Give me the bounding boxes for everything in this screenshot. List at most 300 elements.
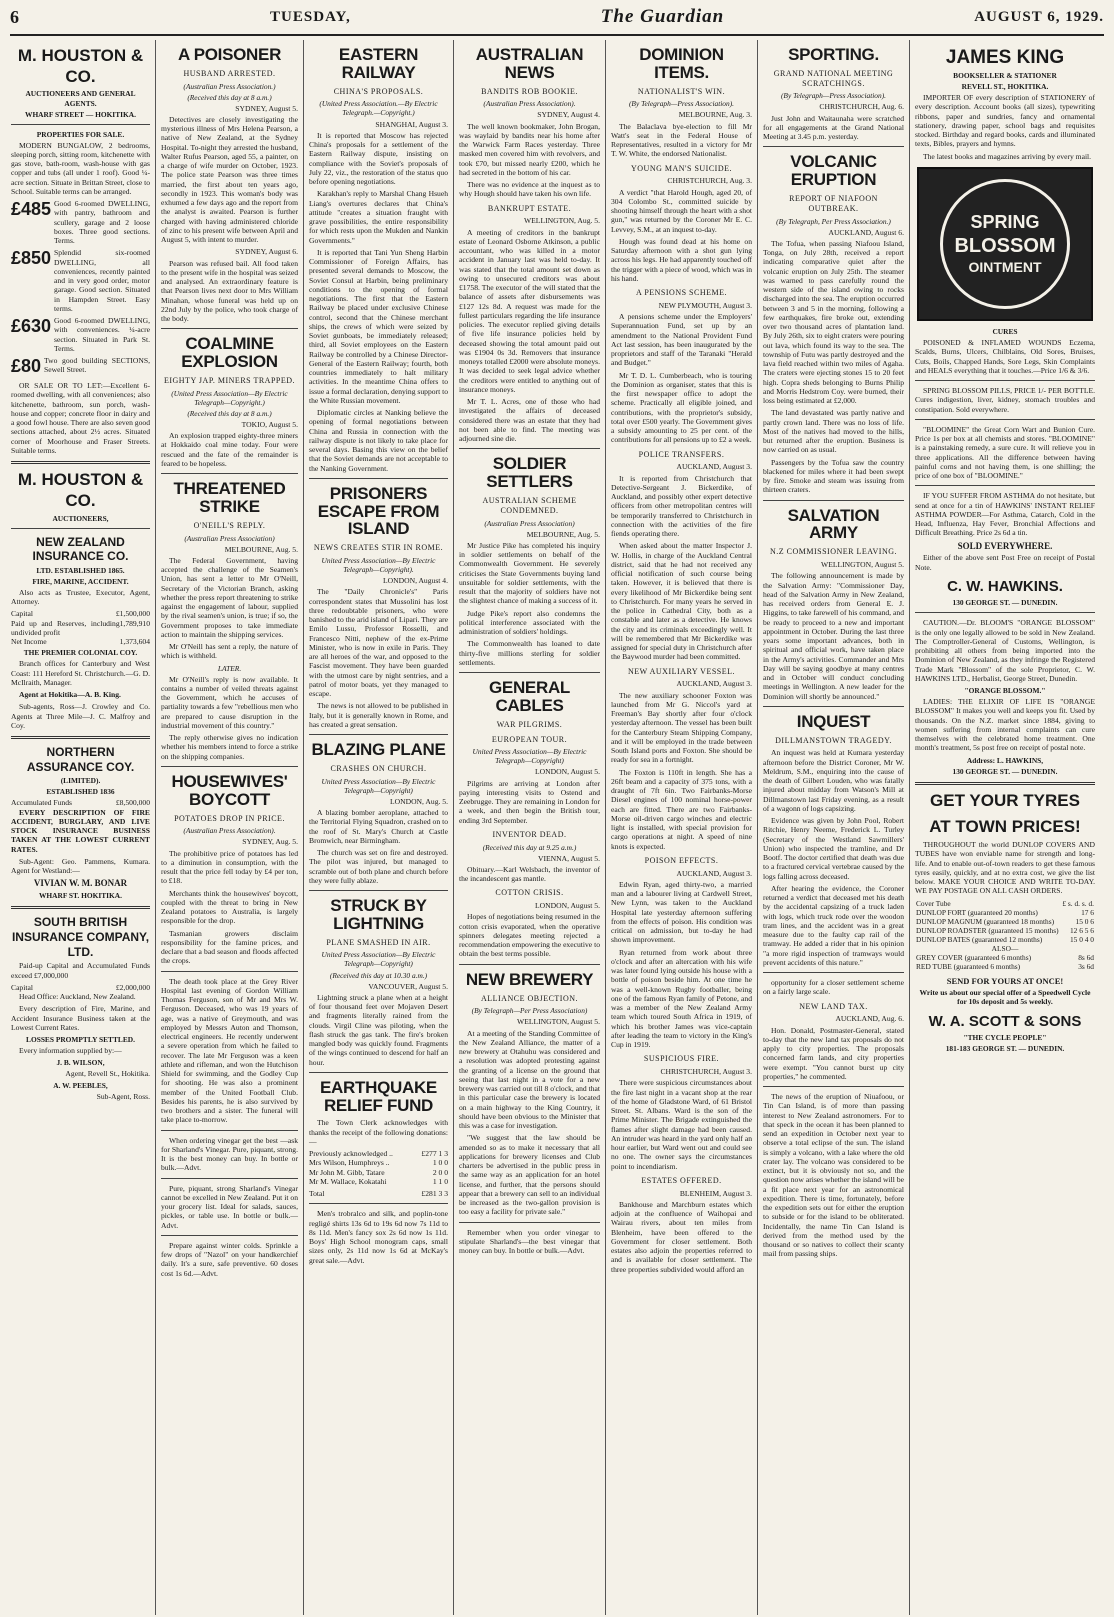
- credit: (By Telegraph—Press Association).: [628, 99, 735, 109]
- credit: United Press Association—By Electric Telegraph—Copyright): [321, 950, 436, 969]
- tyre-name: RED TUBE (guaranteed 6 months): [916, 961, 1021, 971]
- subhead: PLANE SMASHED IN AIR.: [326, 937, 431, 947]
- masthead: [10, 0, 1104, 36]
- james-king-address: REVELL ST., HOKITIKA.: [961, 82, 1049, 92]
- article-text: Bankhouse and Marchburn estates which adjoin at the confluence of Waihopai and Wairau rivers, about ten miles from Blenheim, have been offered to the Government for closer settlement. Both estates also adjoin the properties referred to and is available for closer settlement. The three properties subdivided would afford an: [611, 1199, 752, 1274]
- headline-australian-news: AUSTRALIAN NEWS: [475, 45, 584, 82]
- article-text: Pilgrims are arriving at London after paying interesting visits to Ostend and Zeebrugge. They are remaining in London for a week, and then begin the British tour, ending 3rd September.: [459, 778, 600, 825]
- headline-new-brewery: NEW BREWERY: [465, 969, 594, 989]
- nz-insurance-also: Also acts as Trustee, Executor, Agent, Attorney.: [11, 587, 150, 607]
- article-text: "We suggest that the law should be amended so as to make it necessary that all applications for brewery licenses and Club charters be advertised in the public press in the same way as an application for an hotel license, and further, that the persons should appear that a brewery can sell to an individual be increased as the two-gallon provision is too easy a facility for private sale.": [459, 1133, 600, 1217]
- scott-sub: "THE CYCLE PEOPLE": [963, 1033, 1047, 1043]
- pills-text: SPRING BLOSSOM PILLS, PRICE 1/- PER BOTTLE. Cures indigestion, liver, kidney, stomach troubles and constipation. Sold everywhere.: [915, 386, 1095, 414]
- advert-text: Prepare against winter colds. Sprinkle a few drops of "Nazol" on your handkerchief daily. It's a sure, safe preventive. 60 doses cost 1s 6d.—Advt.: [161, 1240, 298, 1278]
- also-label: ALSO—: [991, 943, 1019, 953]
- donor: Previously acknowledged ..: [309, 1149, 393, 1159]
- subhead: BANDITS ROB BOOKIE.: [481, 86, 578, 96]
- article-text: The "Daily Chronicle's" Paris correspondent states that Mussolini has lost three redoubtable prisoners, who were banished to the arid island of Lipari. They are Emilo Lussu, Professor Rosselli, and Francesco Nitti, nephew of the ex-Prime Minister, who is now in exile in Paris. They are all heroes of the war, and opposed to the Fascist movement. They have been guarded with the utmost care by night sentries, and a patrol of motor boats, yet they managed to escape.: [309, 587, 448, 699]
- income-row: [11, 637, 150, 646]
- property-bungalow: MODERN BUNGALOW, 2 bedrooms, sleeping porch, sitting room, kitchenette with gas stove, bath-room, wash-house with gas copper and tubs (all under 1 roof). Good ¼-acre section. Situate in Brittan Street, close to School. Suitable terms can be arranged.: [11, 140, 150, 196]
- column-advertisements-right: [910, 40, 1100, 1615]
- article-text: The Federal Government, having accepted the challenge of the Seamen's Union, has sent a letter to Mr O'Neill, Secretary of the Victorian Branch, asking whether the press report threatening to strike against the engagement of labour, supplied by the rival seamen's union, is true; if so, the Government proposes to take immediate action to maintain the shipping services.: [161, 555, 298, 639]
- subhead: NEW LAND TAX.: [799, 1001, 868, 1011]
- accumulated-label: Accumulated Funds: [11, 798, 72, 808]
- table-row: [915, 908, 1095, 917]
- article-text: Hon. Donald, Postmaster-General, stated to-day that the new land tax proposals do not apply to city properties. The proposals concerned farm lands, and city properties were exempt. "You cannot burst up city properties," he commented.: [763, 1025, 904, 1081]
- dateline: LONDON, August 4.: [383, 576, 448, 586]
- dateline: WELLINGTON, August 5.: [517, 1017, 600, 1027]
- subhead: O'NEILL'S REPLY.: [193, 520, 266, 530]
- table-row: [915, 926, 1095, 935]
- subhead: HUSBAND ARRESTED.: [183, 68, 276, 78]
- received-note: (Received this day at 10.30 a.m.): [329, 970, 428, 980]
- spring-blossom-ad: [917, 167, 1093, 321]
- credit: (Australian Press Association).: [483, 99, 576, 109]
- cures-heading: CURES: [992, 326, 1018, 336]
- article-text: An explosion trapped eighty-three miners at Hokkaido coal mine today. Four were rescued and the fate of the remainder is feared to be hopeless.: [161, 431, 298, 468]
- page-number: 6: [10, 6, 20, 27]
- column-advertisements-left: [6, 40, 156, 1615]
- cures-text: POISONED & INFLAMED WOUNDS Eczema, Scalds, Burns, Ulcers, Chilblains, Old Sores, Bruises, Cuts, Boils, Chapped Hands, Sore Legs, Skin Complaints and HEALS everything that it touches.—Price 1/6 & 3/6.: [915, 338, 1095, 375]
- article-text: Detectives are closely investigating the mysterious illness of Mrs Helena Pearson, a native of New Zealand, at the Sydney Hospital. To-night they arrested the husband, Walter Rufus Pearson, aged 55, a painter, on a charge of wife murder on October, 1923. The police state Pearson was three times married, the first about ten years ago, secondly in 1923. This woman's body was exhumed a few days ago and the report from the analyst is awaited. Pearson is further charged with having administered chloride of zinc to his present wife between April and August 5, with intent to murder.: [161, 114, 298, 245]
- article-text: Edwin Ryan, aged thirty-two, a married man and a labourer living at Cardwell Street, New Lynn, was taken to the Auckland Hospital late yesterday afternoon suffering from the effects of poison. His condition was critical on admission, but to-day he had shown improvement.: [611, 879, 752, 945]
- capital-label: Capital: [11, 609, 33, 619]
- donor: Mr John M. Gibb, Tatare: [309, 1167, 385, 1177]
- dateline: AUCKLAND, August 6.: [828, 227, 904, 237]
- subhead: AUSTRALIAN SCHEME CONDEMNED.: [482, 496, 577, 515]
- post-free: Either of the above sent Post Free on receipt of Postal Note.: [915, 553, 1095, 572]
- credit: United Press Association—By Electric Telegraph—Copyright): [321, 776, 436, 795]
- article-text: After hearing the evidence, the Coroner returned a verdict that deceased met his death by the accidental capsizing of a truck laden with logs, which truck rode over the woodon tram lines, and the accident was in a great measure due to the faulty cap rail of the tramway. He added a rider that in his opinion "a more rigid inspection of tramways would prevent accidents of this nature.": [763, 883, 904, 967]
- advert-text: Pure, piquant, strong Sharland's Vinegar cannot be excelled in New Zealand. Put it on your grocery list. Ideal for salads, sauces, pickles, or table use. In bottle or bulk.—Advt.: [161, 1183, 298, 1230]
- donation-amount: 2 0 0: [432, 1167, 448, 1177]
- article-text: opportunity for a closer settlement scheme on a fairly large scale.: [763, 978, 904, 997]
- article-text: The news is not allowed to be published in Italy, but it is generally known in Rome, and has created a great sensation.: [309, 701, 448, 729]
- speedwell-offer: Write us about our special offer of a Speedwell Cycle for 10s deposit and 5s weekly.: [919, 988, 1091, 1007]
- northern-subagent: Sub-Agent: Geo. Pammens, Kumara. Agent for Westland:—: [11, 856, 150, 876]
- column-6: [758, 40, 910, 1615]
- south-capital-row: [11, 983, 150, 992]
- headline-soldier-settlers: SOLDIER SETTLERS: [486, 454, 573, 492]
- tyres-text: THROUGHOUT the world DUNLOP COVERS AND TUBES have won enviable name for strength and long-life. And to enable out-of-town readers to get these famous tyres easily, quickly, and at no extra cost, we give the list below. MAKE YOUR CHOICE AND WRITE TO-DAY. WE PAY POSTAGE ON ALL CASH ORDERS.: [915, 840, 1095, 896]
- article-text: Judge Pike's report also condemns the political interference associated with the administration of soldiers' holdings.: [459, 608, 600, 637]
- orange-blossom: "ORANGE BLOSSOM.": [964, 686, 1046, 696]
- tyre-name: DUNLOP MAGNUM (guaranteed 18 months): [916, 916, 1055, 926]
- dateline: WELLINGTON, August 5.: [821, 560, 904, 570]
- subhead: NATIONALIST'S WIN.: [637, 86, 726, 96]
- credit: (Australian Press Association).: [183, 826, 276, 836]
- headline-poisoner: A POISONER: [177, 45, 282, 64]
- sold-everywhere: SOLD EVERYWHERE.: [957, 540, 1053, 551]
- dateline: BLENHEIM, August 3.: [679, 1188, 752, 1198]
- dateline: CHRISTCHURCH, Aug. 3.: [667, 176, 752, 186]
- dateline: LONDON, August 5.: [535, 767, 600, 777]
- tyre-price-table: [915, 899, 1095, 971]
- article-text: Obituary.—Karl Welsbach, the inventor of the incandescent gas mantle.: [459, 864, 600, 884]
- subhead: EIGHTY JAP. MINERS TRAPPED.: [163, 376, 296, 386]
- subhead: WAR PILGRIMS.: [496, 719, 563, 729]
- nz-insurance-name: NEW ZEALAND INSURANCE CO.: [32, 534, 129, 564]
- subhead: REPORT OF NIAFOON OUTBREAK.: [789, 194, 878, 213]
- article-text: The news of the eruption of Niuafoou, or Tin Can Island, is of more than passing interest to New Zealand astronomers. For to that speck in the ocean it has been planned to send an expedition in October next year to observe a total eclipse of the sun. The island is simply a volcano, with a lake where the old crater lay. The volcano was considered to be extinct, but it is obviously not so, and the question now arises whether the island will be a fit place next year for an astronomical expedition. There is time, fortunately, before the expedition sets out for either the eruption to subside or for the island to be obliterated. Incidentally, the name Tin Can Island is derived from the method used by the thousand or so natives to collect their scanty mail from passing ships.: [763, 1092, 904, 1259]
- article-text: Hopes of negotiations being resumed in the cotton crisis evaporated, when the operative spinners delegates meeting rejected a recommendation empowering the executive to obtain the best terms possible.: [459, 912, 600, 959]
- donor: Mr M. Wallace, Kokatahi: [309, 1176, 387, 1186]
- table-row: [915, 944, 1095, 953]
- article-text: Mr O'Neill's reply is now available. It contains a number of veiled threats against the Government, which he accuses of partiality towards a few "rebellious men who are prepared to cause disruption in the industrial movement of this country.": [161, 674, 298, 730]
- losses-settled: LOSSES PROMPTLY SETTLED.: [26, 1035, 135, 1045]
- address-line: Address: L. HAWKINS,: [966, 755, 1044, 765]
- dateline: VIENNA, August 5.: [537, 853, 600, 863]
- property-text: Two good building SECTIONS, Sewell Street.: [44, 356, 150, 375]
- article-text: There was no evidence at the inquest as to why Hough should have taken his own life.: [459, 180, 600, 199]
- donation-amount: 1 0 0: [432, 1158, 448, 1168]
- seal-middle: BLOSSOM: [954, 235, 1056, 258]
- ladies-text: LADIES: THE ELIXIR OF LIFE IS "ORANGE BLOSSOM" It makes you well and keeps you fit. Used by thousands. On the N.Z. market since 1884, giving to women suffering from internal complaints can cure themselves with the celebrated home treatment. One month's treatment, 5s post free on receipt of postal note.: [915, 697, 1095, 753]
- peebles-role: Sub-Agent, Ross.: [96, 1091, 150, 1101]
- tyre-price: 12 6 5 6: [1069, 925, 1094, 935]
- article-text: A verdict "that Harold Hough, aged 20, of 304 Colombo St., committed suicide by shooting himself through the heart with a shot gun," was returned by the Coroner Mr E. C. Levvey, S.M., at an inquest to-day.: [611, 187, 752, 234]
- branch-offices: Branch offices for Canterbury and West Coast: 111 Hereford St. Christchurch.—G. D. McIlraith, Manager.: [11, 659, 150, 687]
- article-text: Merchants think the housewives' boycott, coupled with the threat to bring in New Zealand potatoes to Australia, is largely responsible for the drop.: [161, 888, 298, 926]
- headline-sporting: SPORTING.: [788, 45, 879, 64]
- dateline: LONDON, Aug. 5.: [389, 796, 448, 806]
- hokitika-agent: Agent at Hokitika—A. B. King.: [19, 690, 121, 700]
- dateline: SYDNEY, Aug. 5.: [242, 837, 298, 847]
- headline-railway: EASTERN RAILWAY: [338, 45, 419, 82]
- accumulated-row: [11, 798, 150, 807]
- tyre-price: 8s 6d: [1078, 952, 1094, 962]
- table-row: [915, 953, 1095, 962]
- information-supplied: Every information supplied by:—: [19, 1046, 122, 1056]
- northern-assurance: NORTHERN ASSURANCE COY.: [26, 745, 135, 774]
- south-capital-value: £2,000,000: [115, 982, 150, 992]
- article-text: The Town Clerk acknowledges with thanks the receipt of the following donations:—: [309, 1118, 448, 1146]
- column-2: [156, 40, 304, 1615]
- scott-name: W. A. SCOTT & SONS: [928, 1012, 1082, 1030]
- advert-text: Remember when you order vinegar to stipulate Sharland's—the best vinegar that money can buy. In bottle or bulk.—Advt.: [459, 1227, 600, 1256]
- donation-total-row: [309, 1189, 448, 1198]
- properties-heading: PROPERTIES FOR SALE.: [36, 129, 125, 139]
- article-text: The new auxiliary schooner Foxton was launched from Mr G. Niccol's yard at Freeman's Bay shortly after four o'clock yesterday afternoon. The vessel has been built for the Canterbury Steam Shipping Company, and it will be employed in the trade between South Island ports and Foxton. She should be ready for sea in a fortnight.: [611, 690, 752, 765]
- accumulated-value: £8,500,000: [115, 798, 150, 808]
- subhead: N.Z COMMISSIONER LEAVING.: [769, 547, 898, 557]
- property-listing: [11, 199, 150, 245]
- tyre-name: GREY COVER (guaranteed 6 months): [916, 952, 1032, 962]
- donation-amount: £277 1 3: [421, 1149, 448, 1159]
- seal-top: SPRING: [970, 212, 1040, 233]
- headline-general-cables: GENERAL CABLES: [488, 678, 571, 716]
- headline-coalmine: COALMINE EXPLOSION: [181, 334, 278, 372]
- credit: (United Press Association—By Electric Telegraph—Copyright.): [171, 388, 288, 407]
- headline-volcanic: VOLCANIC ERUPTION: [790, 152, 877, 190]
- dateline: AUCKLAND, Aug. 6.: [835, 1014, 904, 1024]
- article-text: A pensions scheme under the Employers' Superannuation Fund, set up by an amendment to the National Provident Fund Act last session, has been inaugurated by the proprietors and staff of the Taranaki "Herald and Budget.": [611, 312, 752, 368]
- article-text: Ryan returned from work about three o'clock and after an altercation with his wife was later found lying outside his house with a bottle of poison beside him. At one time he was a well-known Rugby footballer, being one of the famous Ryan family of Petone, and was a member of the New Zealand Army team which toured South Africa in 1919, of which his brother James was vice-captain after leading the team to victory in the King's Cup in 1919.: [611, 947, 752, 1050]
- headline-dominion-items: DOMINION ITEMS.: [639, 45, 724, 82]
- nz-insurance-kind: FIRE, MARINE, ACCIDENT.: [32, 576, 129, 586]
- dateline: MELBOURNE, Aug. 3.: [678, 110, 752, 120]
- article-text: The following announcement is made by the Salvation Army: "Commissioner Day, head of the Salvation Army in New Zealand, has received orders from General E. J. Higgins, to take farewell of his command, and be ready to proceed to a new and important appointment in October. During the last three years some important advances, both in spiritual and official work, have taken place in the Army's activities. Commander and Mrs Day will be saying goodbye at many centres and in October will conduct concluding meetings in Wellington. A new leader for the Dominion will shortly be announced.": [763, 571, 904, 701]
- article-text: Mr Justice Pike has completed his inquiry in soldier settlements on behalf of the Commonwealth Government. He severely criticises the State Governments buying land unsuitable for soldier settlements, with the result that the majority of soldiers have not the slightest chance of making a success of it.: [459, 540, 600, 606]
- dateline: SHANGHAI, August 3.: [375, 119, 448, 129]
- headline-salvation-army: SALVATION ARMY: [787, 505, 880, 543]
- tyre-price: 15 0 4 0: [1069, 934, 1094, 944]
- premier-colonial: THE PREMIER COLONIAL COY.: [23, 648, 138, 658]
- tyres-headline-2: AT TOWN PRICES!: [929, 817, 1081, 837]
- article-text: The death took place at the Grey River Hospital last evening of Gordon William Thomas Ferguson, son of Mr and Mrs W. Ferguson. Deceased, who was 19 years of age, was a native of Greymouth, and was employed by Messrs Auton and Thomson, electrical engineers. He recently underwent a severe operation from which he failed to recover. The late Mr Ferguson was a keen athlete and rifleman, and won the Hutchison Shield for swimming, and the Godley Cup for shooting. He was also a prominent member of the United Football Club. Besides his parents, he is also survived by two brothers and a sister. The funeral will take place to-morrow.: [161, 976, 298, 1125]
- subhead: A PENSIONS SCHEME.: [635, 288, 727, 298]
- property-sale-or-let: OR SALE OR TO LET:—Excellent 6-roomed dwelling, with all conveniences; also kitchenette, bathroom, sun porch, wash-house and copper; concrete floor in dairy and a good fowl house. There are also seven good sections attached, about 2½ acres. Situated corner of Moorhouse and Fraser Streets. Suitable terms.: [11, 381, 150, 455]
- hawkins-name: C. W. HAWKINS.: [947, 577, 1063, 595]
- capital-row: [11, 609, 150, 618]
- northern-established: ESTABLISHED 1836: [46, 787, 115, 797]
- dateline: TOKIO, August 5.: [241, 419, 298, 429]
- subhead: INVENTOR DEAD.: [492, 829, 567, 839]
- property-price: £485: [11, 199, 52, 220]
- article-text: It is reported that Moscow has rejected China's proposals for a settlement of the Eastern Railway dispute, insisting on compliance with the Soviet's proposals of July 22, viz., the restoration of the status quo before opening negotiations.: [309, 130, 448, 186]
- subhead: ALLIANCE OBJECTION.: [480, 993, 579, 1003]
- later-label: LATER.: [217, 663, 242, 673]
- subhead: COTTON CRISIS.: [495, 888, 564, 898]
- south-every: Every description of Fire, Marine, and Accident Insurance Business taken at the Lowest Current Rates.: [11, 1004, 150, 1032]
- property-listing: [11, 316, 150, 353]
- dateline: MELBOURNE, Aug. 5.: [224, 544, 298, 554]
- houston-sub: AUCTIONEERS AND GENERAL AGENTS.: [25, 89, 136, 108]
- table-row: [915, 962, 1095, 971]
- headline-prisoners: PRISONERS ESCAPE FROM ISLAND: [317, 483, 440, 539]
- subhead: EUROPEAN TOUR.: [491, 734, 568, 744]
- column-5: [606, 40, 758, 1615]
- dateline: CHRISTCHURCH, August 3.: [660, 1067, 752, 1077]
- paid-label: Paid up and Reserves, including undivided profit: [11, 618, 120, 637]
- seal-bottom: OINTMENT: [968, 258, 1042, 275]
- total-label: Total: [309, 1189, 325, 1199]
- donation-row: [309, 1158, 448, 1167]
- article-text: It is reported that Tani Yun Sheng Harbin Commissioner of Foreign Affairs, has presented several demands to Moscow, the Soviet Consul at Harbin, being preliminary conditions to the opening of formal negotiations. The first that the Eastern Railway be placed under exclusive Chinese control, second that the Chinese merchant ships, the crews of which were seized by Soviet gunboats, be immediately released; third, all Soviet employees on the Eastern Railway be controlled by a Chinese Director-General of the Eastern Railway; fourth, both countries immediately to halt military activities. In the meantime China offers to issue a formal declaration, denying support to the White Russian movement.: [309, 247, 448, 405]
- income-label: Net Income: [11, 637, 47, 647]
- headline-boycott: HOUSEWIVES' BOYCOTT: [171, 771, 288, 809]
- south-british: SOUTH BRITISH INSURANCE COMPANY, LTD.: [11, 915, 150, 959]
- vivian-bonar: VIVIAN W. M. BONAR: [33, 878, 128, 889]
- credit: United Press Association—By Electric Telegraph—Copyright): [472, 747, 587, 766]
- property-listing: [11, 356, 150, 378]
- article-text: The Foxton is 110ft in length. She has a 26ft beam and a capacity of 375 tons, with a draught of 7ft 6in. Two Fairbanks-Morse Diesel engines of 100 nominal horse-power each are fitted. There are two Fairbanks-Morse oil-driven cargo winches and electric light is installed, with special provision for cargo operations at night. A speed of nine knots is expected.: [611, 767, 752, 851]
- houston-name: M. HOUSTON & CO.: [17, 46, 144, 86]
- column-3: [304, 40, 454, 1615]
- spring-blossom-seal: [940, 179, 1070, 309]
- dateline: MELBOURNE, Aug. 5.: [526, 529, 600, 539]
- article-text: When asked about the matter Inspector J. W. Hollis, in charge of the Auckland Central district, said that he had not received any official notification of such course being taken. However, it is believed that there is every likelihood of Mr Bickerdike being sent to Christchurch. For many years he served in the police in Cathedral City, both as a constable and later as a detective. He knows the city and its criminals exceedingly well. It will be remembered that Mr Bickerdike was assigned for special duty in Christchurch after the Baywood murder had been committed.: [611, 541, 752, 662]
- table-row: [915, 935, 1095, 944]
- article-text: A blazing bomber aeroplane, attached to the Territorial Flying Squadron, crashed on to the roof of St. Mary's Church at Castle Bromwich, near Birmingham.: [309, 808, 448, 845]
- tyre-name: DUNLOP ROADSTER (guaranteed 15 months): [916, 925, 1059, 935]
- subhead: DILLMANSTOWN TRAGEDY.: [775, 735, 892, 745]
- subhead: CRASHES ON CHURCH.: [330, 763, 427, 773]
- credit: (Australian Press Association.): [183, 81, 276, 91]
- vivian-address: WHARF ST. HOKITIKA.: [39, 891, 122, 901]
- masthead-day: TUESDAY,: [270, 8, 351, 25]
- dateline: SYDNEY, August 6.: [235, 247, 298, 257]
- subhead: CHINA'S PROPOSALS.: [333, 86, 424, 96]
- subhead: YOUNG MAN'S SUICIDE.: [631, 163, 732, 173]
- dateline: NEW PLYMOUTH, August 3.: [658, 300, 752, 310]
- credit: (United Press Association.—By Electric Telegraph.—Copyright.): [319, 99, 438, 118]
- houston-address: WHARF STREET — HOKITIKA.: [25, 109, 136, 119]
- james-king-latest: The latest books and magazines arriving by every mail.: [923, 151, 1092, 161]
- donation-row: [309, 1177, 448, 1186]
- advert-text: When ordering vinegar get the best —ask for Sharland's Vinegar. Pure, piquant, strong. It is the best money can buy. In bottle or bulk.—Advt.: [161, 1135, 298, 1173]
- article-text: Tasmanian growers disclaim responsibility for the famine prices, and declare that a bad season and floods affected the crops.: [161, 928, 298, 966]
- article-text: Karakhan's reply to Marshal Chang Hsueh Liang's overtures declares that China's attitude "creates a situation fraught with grave possibilities, the entire responsibility for which rests upon the Mukden and Nankin Governments.": [309, 189, 448, 245]
- article-text: At a meeting of the Standing Committee of the New Zealand Alliance, the matter of a new brewery at Otahuhu was considered and a resolution was adopted protesting against the granting of a license on the ground that seeing that last night in a vote for a new brewery was carried out till 8 o'clock, and that in this particular case the brewery is located on a main highway to the King Country, it should have been obvious to the Minister that this was a case for investigation.: [459, 1028, 600, 1131]
- article-text: Passengers by the Tofua saw the country blackened for miles where it had been swept by fire. Smoke and steam was issuing from thirteen craters.: [763, 457, 904, 495]
- property-listing: [11, 248, 150, 313]
- scott-address: 181-183 GEORGE ST. — DUNEDIN.: [945, 1044, 1065, 1054]
- tyres-headline-1: GET YOUR TYRES: [930, 790, 1080, 810]
- headline-lightning: STRUCK BY LIGHTNING: [330, 896, 427, 933]
- paper-title: The Guardian: [600, 6, 725, 27]
- subhead: BANKRUPT ESTATE.: [487, 203, 572, 213]
- asthma-text: IF YOU SUFFER FROM ASTHMA do not hesitate, but send at once for a tin of HAWKINS' INSTANT RELIEF ASTHMA POWDER—For Asthma, Catarch, Cold in the Head, Influenza, Hay Fever, Bronchial Affections and Difficult Breathing. Price 2s 6d a tin.: [915, 491, 1095, 538]
- tyre-price: 3s 6d: [1078, 961, 1094, 971]
- capital-value: £1,500,000: [115, 609, 150, 619]
- credit: (By Telegraph—Per Press Association): [471, 1006, 588, 1016]
- article-text: The Commonwealth has loaned to date thirty-five millions sterling for soldier settlements.: [459, 639, 600, 667]
- columns: [6, 40, 1108, 1615]
- article-text: Mr T. D. L. Cumberbeach, who is touring the Dominion as organiser, states that this is the first newspaper office to adopt the scheme. Practically all eligible joined, and contributions, with the proprietor's subsidy, total over £500 yearly. The Government gives a subsidy amounting to 25 per cent. of the contributions for all pensions up to £2 a week.: [611, 370, 752, 445]
- income-value: 1,373,604: [119, 637, 150, 647]
- table-header-units: £ s. d. s. d.: [1062, 898, 1094, 908]
- headline-inquest: INQUEST: [796, 711, 871, 731]
- send-at-once: SEND FOR YOURS AT ONCE!: [946, 975, 1064, 986]
- south-paid: Paid-up Capital and Accumulated Funds exceed £7,000,000: [11, 961, 150, 980]
- subhead: SUSPICIOUS FIRE.: [643, 1054, 720, 1064]
- subhead: POLICE TRANSFERS.: [638, 449, 725, 459]
- houston-sub-2: AUCTIONEERS,: [52, 513, 109, 523]
- headline-strike: THREATENED STRIKE: [173, 479, 286, 517]
- dateline: AUCKLAND, August 3.: [676, 462, 752, 472]
- property-text: Splendid six-roomed DWELLING, all conveniences, recently painted and in very good order, motor garage. Good section. Situated in Hampden Street. Easy terms.: [54, 248, 150, 313]
- article-text: It is reported from Christchurch that Detective-Sergeant J. Bickerdike, of Auckland, and possibly other expert detective officers from other metropolitan centres will be temporarily transferred to Christchurch in connection with the activities of the fire fiends operating there.: [611, 473, 752, 539]
- received-note: (Received this day at 8 a.m.): [187, 92, 272, 102]
- article-text: Mr O'Neill has sent a reply, the nature of which is withheld.: [161, 642, 298, 661]
- received-note: (Received this day at 8 a.m.): [187, 408, 272, 418]
- james-king-name: JAMES KING: [945, 47, 1065, 68]
- article-text: Diplomatic circles at Nanking believe the opening of formal negotiations between China and Russia in connection with the railway dispute is not likely to take place for several days. Basing this view on the belief that the Soviet demands are not acceptable to the Nanking Government.: [309, 408, 448, 473]
- donor: Mrs Wilson, Humphreys ..: [309, 1158, 390, 1168]
- article-text: The well known bookmaker, John Brogan, was waylaid by bandits near his home after the Warwick Farm Races yesterday. Three masked men covered him with revolvers, and took £70, but missed nearly £200, which he had secreted in the bottom of his car.: [459, 121, 600, 177]
- property-price: £80: [11, 356, 42, 377]
- article-text: There were suspicious circumstances about the fire last night in a vacant shop at the rear of the home of Gladstone Ward, of 61 Bristol Street. St. Albans. Ward is the son of the Prime Minister. The Brigade extinguished the flames after slight damage had been caused. An intruder was heard in the yard only half an hour earlier, but Ward went out and could see no one. The owner says the circumstances point to incendiarism.: [611, 1078, 752, 1171]
- donation-row: [309, 1168, 448, 1177]
- credit: (By Telegraph, Per Press Association.): [776, 216, 891, 226]
- headline-plane: BLAZING PLANE: [311, 740, 446, 760]
- houston-name-2: M. HOUSTON & CO.: [17, 470, 144, 510]
- table-row: [915, 917, 1095, 926]
- total-amount: £281 3 3: [421, 1189, 448, 1199]
- james-king-role: BOOKSELLER & STATIONER: [953, 71, 1057, 81]
- article-text: Evidence was given by John Pool, Robert Ritchie, Henry Neeme, Frederick L. Turley (Secretary of the Westland Sawmillers' Union) who inspected the tramline, and Dr Bootf. The doctor certified that death was due to a fractured cervical vertebrae caused by the logs falling across deceased.: [763, 816, 904, 881]
- dateline: AUCKLAND, August 3.: [676, 868, 752, 878]
- article-text: The reply otherwise gives no indication whether his members intend to force a strike on the shipping companies.: [161, 733, 298, 761]
- sub-agents: Sub-agents, Ross—J. Crowley and Co. Agents at Three Mile—J. C. Malfroy and Coy.: [11, 702, 150, 730]
- dateline: VANCOUVER, August 5.: [368, 981, 448, 991]
- article-text: Mr T. L. Acres, one of those who had investigated the affairs of deceased considered there was an estate that they had not been able to find. The meeting was adjourned sine die.: [459, 397, 600, 444]
- article-text: An inquest was held at Kumara yesterday afternoon before the District Coroner, Mr W. Meldrum, S.M., enquiring into the cause of the death of Gilbert Louden, who was fatally injured about midday from Watson's Mill at Dillmanstown last Friday evening, as a result of a wagonn of logs capsizing.: [763, 748, 904, 813]
- property-price: £850: [11, 248, 52, 269]
- subhead: GRAND NATIONAL MEETING SCRATCHINGS.: [773, 68, 894, 88]
- masthead-date: AUGUST 6, 1929.: [974, 8, 1104, 25]
- address-line-2: 130 GEORGE ST. — DUNEDIN.: [952, 766, 1058, 776]
- dateline: SYDNEY, August 5.: [235, 103, 298, 113]
- article-text: The Balaclava bye-election to fill Mr Watt's seat in the Federal House of Representatives, resulted in a victory for Mr T. W. White, the endorsed Nationalist.: [611, 121, 752, 159]
- table-header: [915, 899, 1095, 908]
- tyre-name: DUNLOP BATES (guaranteed 12 months): [916, 934, 1043, 944]
- tyre-price: 15 0 6: [1075, 916, 1094, 926]
- subhead: ESTATES OFFERED.: [641, 1175, 722, 1185]
- northern-limited: (LIMITED).: [60, 776, 101, 786]
- advert-text: Men's trobralco and silk, and poplin-tone regligé shirts 13s 6d to 19s 6d now 7s 11d to 8s 11d. Men's fancy sox 2s 6d now 1s 11d. Boys' High School monogram caps, small sizes only, 2s 11d now 1s 6d at McKay's great sale.—Advt.: [309, 1209, 448, 1265]
- subhead: POISON EFFECTS.: [644, 855, 719, 865]
- dateline: LONDON, August 5.: [535, 901, 600, 911]
- hawkins-address: 130 GEORGE ST. — DUNEDIN.: [952, 598, 1058, 608]
- column-4: [454, 40, 606, 1615]
- donation-amount: 1 1 0: [432, 1176, 448, 1186]
- paid-value: 1,789,910: [119, 618, 150, 628]
- credit: (Australian Press Association): [484, 518, 575, 528]
- peebles-name: A. W. PEEBLES,: [53, 1080, 108, 1090]
- subhead: POTATOES DROP IN PRICE.: [174, 813, 285, 823]
- wilson-role: Agent, Revell St., Hokitika.: [65, 1069, 150, 1079]
- article-text: A meeting of creditors in the bankrupt estate of Leonard Osborne Atkinson, a public accountant, who was killed in a motor accident in January last was held to-day. It was stated that the total amount set down as owing to unsecured creditors was about £1758. The executor of the will stated that the balance of assets after disbursements was £127 12s 8d. A request was made for the fullest particulars regarding the life insurance policies. The executor replied giving details of five life insurance policies held by deceased showing the total amount paid out was £1904 0s 3d. Removers that insurance moneys totalled £2000 were absolute moneys. It was decided to seek legal advice whether the creditors were entitled to anything out of insurance moneys.: [459, 227, 600, 394]
- article-text: The land devastated was partly native and partly crown land. There was no loss of life. Most of the natives had moved to the hills, but returned after the eruption. Business is now carried on as usual.: [763, 408, 904, 455]
- donation-row: [309, 1149, 448, 1158]
- property-text: Good 6-roomed DWELLING, with pantry, bathroom and scullery, garage and 2 loose boxes. Three good sections. Terms.: [54, 199, 150, 246]
- tyre-price: 17 6: [1081, 907, 1094, 917]
- headline-relief-fund: EARTHQUAKE RELIEF FUND: [320, 1077, 437, 1115]
- paid-row: [11, 619, 150, 638]
- article-text: Hough was found dead at his home on Saturday afternoon with a shot gun lying across his legs. He had apparently touched off the trigger with a piece of wood, which was in his hand.: [611, 236, 752, 283]
- subhead: NEW AUXILIARY VESSEL.: [627, 666, 736, 676]
- article-text: Lightning struck a plane when at a height of four thousand feet over Mojaven Desert and fragments literally rained from the clouds. Virgil Cline was piloting, when the flash struck the gas tank. The fire's broken mangled body was quickly found. Fragments of the wings continued to descend for half an hour.: [309, 992, 448, 1067]
- tyre-name: DUNLOP FORT (guaranteed 20 months): [916, 907, 1038, 917]
- nz-insurance-est: LTD. ESTABLISHED 1865.: [36, 565, 125, 575]
- south-capital-label: Capital: [11, 982, 33, 992]
- dateline: AUCKLAND, August 3.: [676, 679, 752, 689]
- property-price: £630: [11, 316, 52, 337]
- property-text: Good 6-roomed DWELLING, with conveniences. ¼-acre section. Situated in Park St. Terms.: [54, 316, 150, 353]
- credit: United Press Association—By Electric Telegraph—Copyright).: [321, 556, 436, 575]
- caution-text: CAUTION.—Dr. BLOOM'S "ORANGE BLOSSOM" is the only one legally allowed to be sold in New Zealand. The Comptroller-General of Customs, Wellington, is prohibiting all others from being imported into the Dominion of New Zealand, as they infringe the Registered Trade Mark "Blossom" of the sole Proprietor, C. W. HAWKINS LTD., Herbalist, George Street, Dunedin.: [915, 618, 1095, 683]
- article-text: The church was set on fire and destroyed. The pilot was injured, but managed to scramble out of both plane and church before they were fully ablaze.: [309, 848, 448, 885]
- credit: (Australian Press Association): [184, 533, 275, 543]
- credit: (By Telegraph—Press Association).: [780, 91, 887, 101]
- dateline: CHRISTCHURCH, Aug. 6.: [819, 102, 904, 112]
- received-note: (Received this day at 9.25 a.m.): [482, 842, 577, 852]
- south-head-office: Head Office: Auckland, New Zealand.: [19, 992, 136, 1002]
- table-header-label: Cover Tube: [916, 898, 951, 908]
- article-text: Just John and Waitaunaha were scratched for all engagements at the Grand National Meeting at 3.45 p.m. yesterday.: [763, 113, 904, 142]
- article-text: The prohibitive price of potatoes has led to a diminution in consumption, with the result that the price fell today by £4 per ton, to £18.: [161, 848, 298, 886]
- bloomine-text: "BLOOMINE" the Great Corn Wart and Bunion Cure. Price 1s per box at all chemists and stores. "BLOOMINE" is a painstaking remedy, a sure cure. It will relieve you in three applications. All the difference between having painful corns and not having them, is one shilling; the price of one box of "BLOOMINE.": [915, 424, 1095, 481]
- wilson-name: J. B. WILSON,: [56, 1058, 105, 1068]
- northern-every: EVERY DESCRIPTION OF FIRE ACCIDENT, BURGLARY, AND LIVE STOCK INSURANCE BUSINESS TAKEN AT THE LOWEST CURRENT RATES.: [11, 807, 150, 854]
- dateline: SYDNEY, August 4.: [537, 110, 600, 120]
- subhead: NEWS CREATES STIR IN ROME.: [313, 543, 444, 553]
- article-text: Pearson was refused bail. All food taken to the present wife in the hospital was seized and analysed. An extraordinary feature is that Pearson lives next door to Mrs William Minahan, whose funeral was held up on 22nd July by the police, who took charge of the body.: [161, 258, 298, 324]
- james-king-text: IMPORTER OF every description of STATIONERY of every description. Account books (all sizes), typewriting ribbons, paper and sundries, fancy and ornamental stationery, drawing paper, school bags and requisites stocked. Birthday and regard books, cards and illuminated texts, Bibles, prayers and hymns.: [915, 93, 1095, 149]
- dateline: WELLINGTON, Aug. 5.: [524, 216, 600, 226]
